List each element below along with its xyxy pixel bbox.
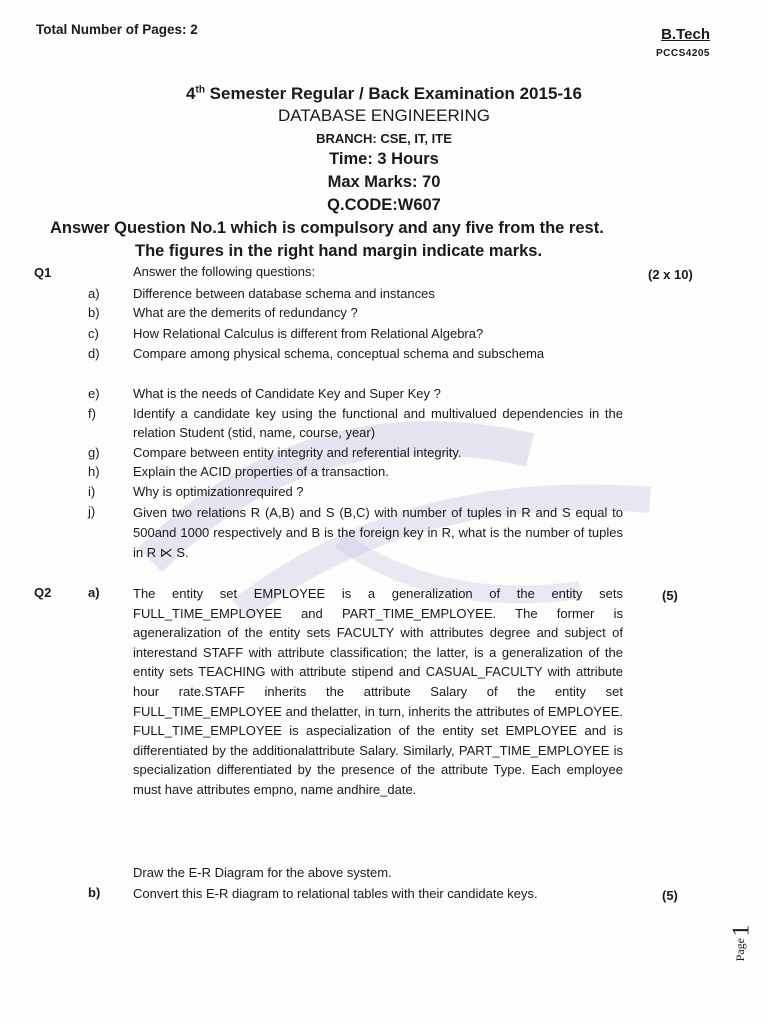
paper-code: PCCS4205 [655, 48, 710, 59]
part-marks: (5) [662, 888, 678, 903]
part-text: The entity set EMPLOYEE is a generalization of the entity sets FULL_TIME_EMPLOYEE and PART_TIME_EMPLOYEE. The former is ageneralization of the entity sets FACULTY with attributes degree and subject of interestand STAFF with attribute classification; the latter, is a generalization of the entity sets TEACHING with attribute stipend and CASUAL_FACULTY with attribute hour rate.STAFF inherits the attribute Salary of the entity set FULL_TIME_EMPLOYEE and thelatter, in turn, inherits the attributes of EMPLOYEE. FULL_TIME_EMPLOYEE is aspecialization of the entity set EMPLOYEE and is differentiated by the additionalattribute Salary. Similarly, PART_TIME_EMPLOYEE is specialization differentiated by the presence of the attribute Type. Each employee must have attributes empno, name andhire_date. [133, 586, 623, 797]
total-pages-label: Total Number of Pages: 2 [36, 22, 198, 37]
part-label: h) [88, 464, 100, 479]
part-label: b) [88, 305, 100, 320]
semester-ordinal: 4 [186, 84, 196, 103]
page-label: Page [733, 938, 747, 962]
time-label: Time: 3 Hours [329, 150, 439, 168]
part-text: Identify a candidate key using the functional and multivalued dependencies in the relation Student (stid, name, course, year) [133, 406, 623, 440]
part-label: f) [88, 406, 96, 421]
branch-label: BRANCH: CSE, IT, ITE [316, 131, 452, 146]
part-label: g) [88, 445, 100, 460]
course-label: B.Tech [661, 26, 710, 43]
question-code: Q.CODE:W607 [327, 196, 441, 214]
exam-title-text: Semester Regular / Back Examination 2015-16 [204, 84, 582, 103]
part-text: Given two relations R (A,B) and S (B,C) with number of tuples in R and S equal to 500and 1000 respectively and B is the foreign key in R, what is the number of tuples in R ⋉ S. [133, 505, 623, 560]
max-marks-label: Max Marks: 70 [327, 173, 441, 191]
part-label: d) [88, 346, 100, 361]
part-text: What is the needs of Candidate Key and Super Key ? [133, 386, 441, 401]
question-number: Q2 [34, 585, 52, 600]
question-intro: Answer the following questions: [133, 264, 316, 279]
question-number: Q1 [34, 265, 52, 280]
part-text: Explain the ACID properties of a transaction. [133, 464, 389, 479]
part-label: e) [88, 386, 100, 401]
page-number: 1 [728, 924, 755, 937]
part-label: i) [88, 484, 96, 499]
part-text: What are the demerits of redundancy ? [133, 305, 358, 320]
part-marks: (5) [662, 588, 678, 603]
question-marks: (2 x 10) [648, 267, 693, 282]
exam-title [0, 84, 768, 104]
part-text: Convert this E-R diagram to relational tables with their candidate keys. [133, 886, 538, 901]
part-text: Compare between entity integrity and referential integrity. [133, 445, 462, 460]
part-text: Compare among physical schema, conceptual schema and subschema [133, 346, 545, 361]
part-text: Difference between database schema and instances [133, 286, 435, 301]
subject-title: DATABASE ENGINEERING [278, 106, 490, 125]
part-label: a) [88, 585, 100, 600]
part-label: j) [88, 504, 96, 519]
part-label: a) [88, 286, 100, 301]
instruction-line: Answer Question No.1 which is compulsory and any five from the rest. [50, 219, 604, 237]
part-instruction: Draw the E-R Diagram for the above system. [133, 865, 392, 880]
part-label: b) [88, 885, 101, 900]
part-label: c) [88, 326, 99, 341]
semester-suffix: th [195, 84, 205, 96]
part-text: How Relational Calculus is different from Relational Algebra? [133, 326, 484, 341]
part-text: Why is optimizationrequired ? [133, 484, 304, 499]
instruction-line: The figures in the right hand margin indicate marks. [135, 242, 543, 260]
